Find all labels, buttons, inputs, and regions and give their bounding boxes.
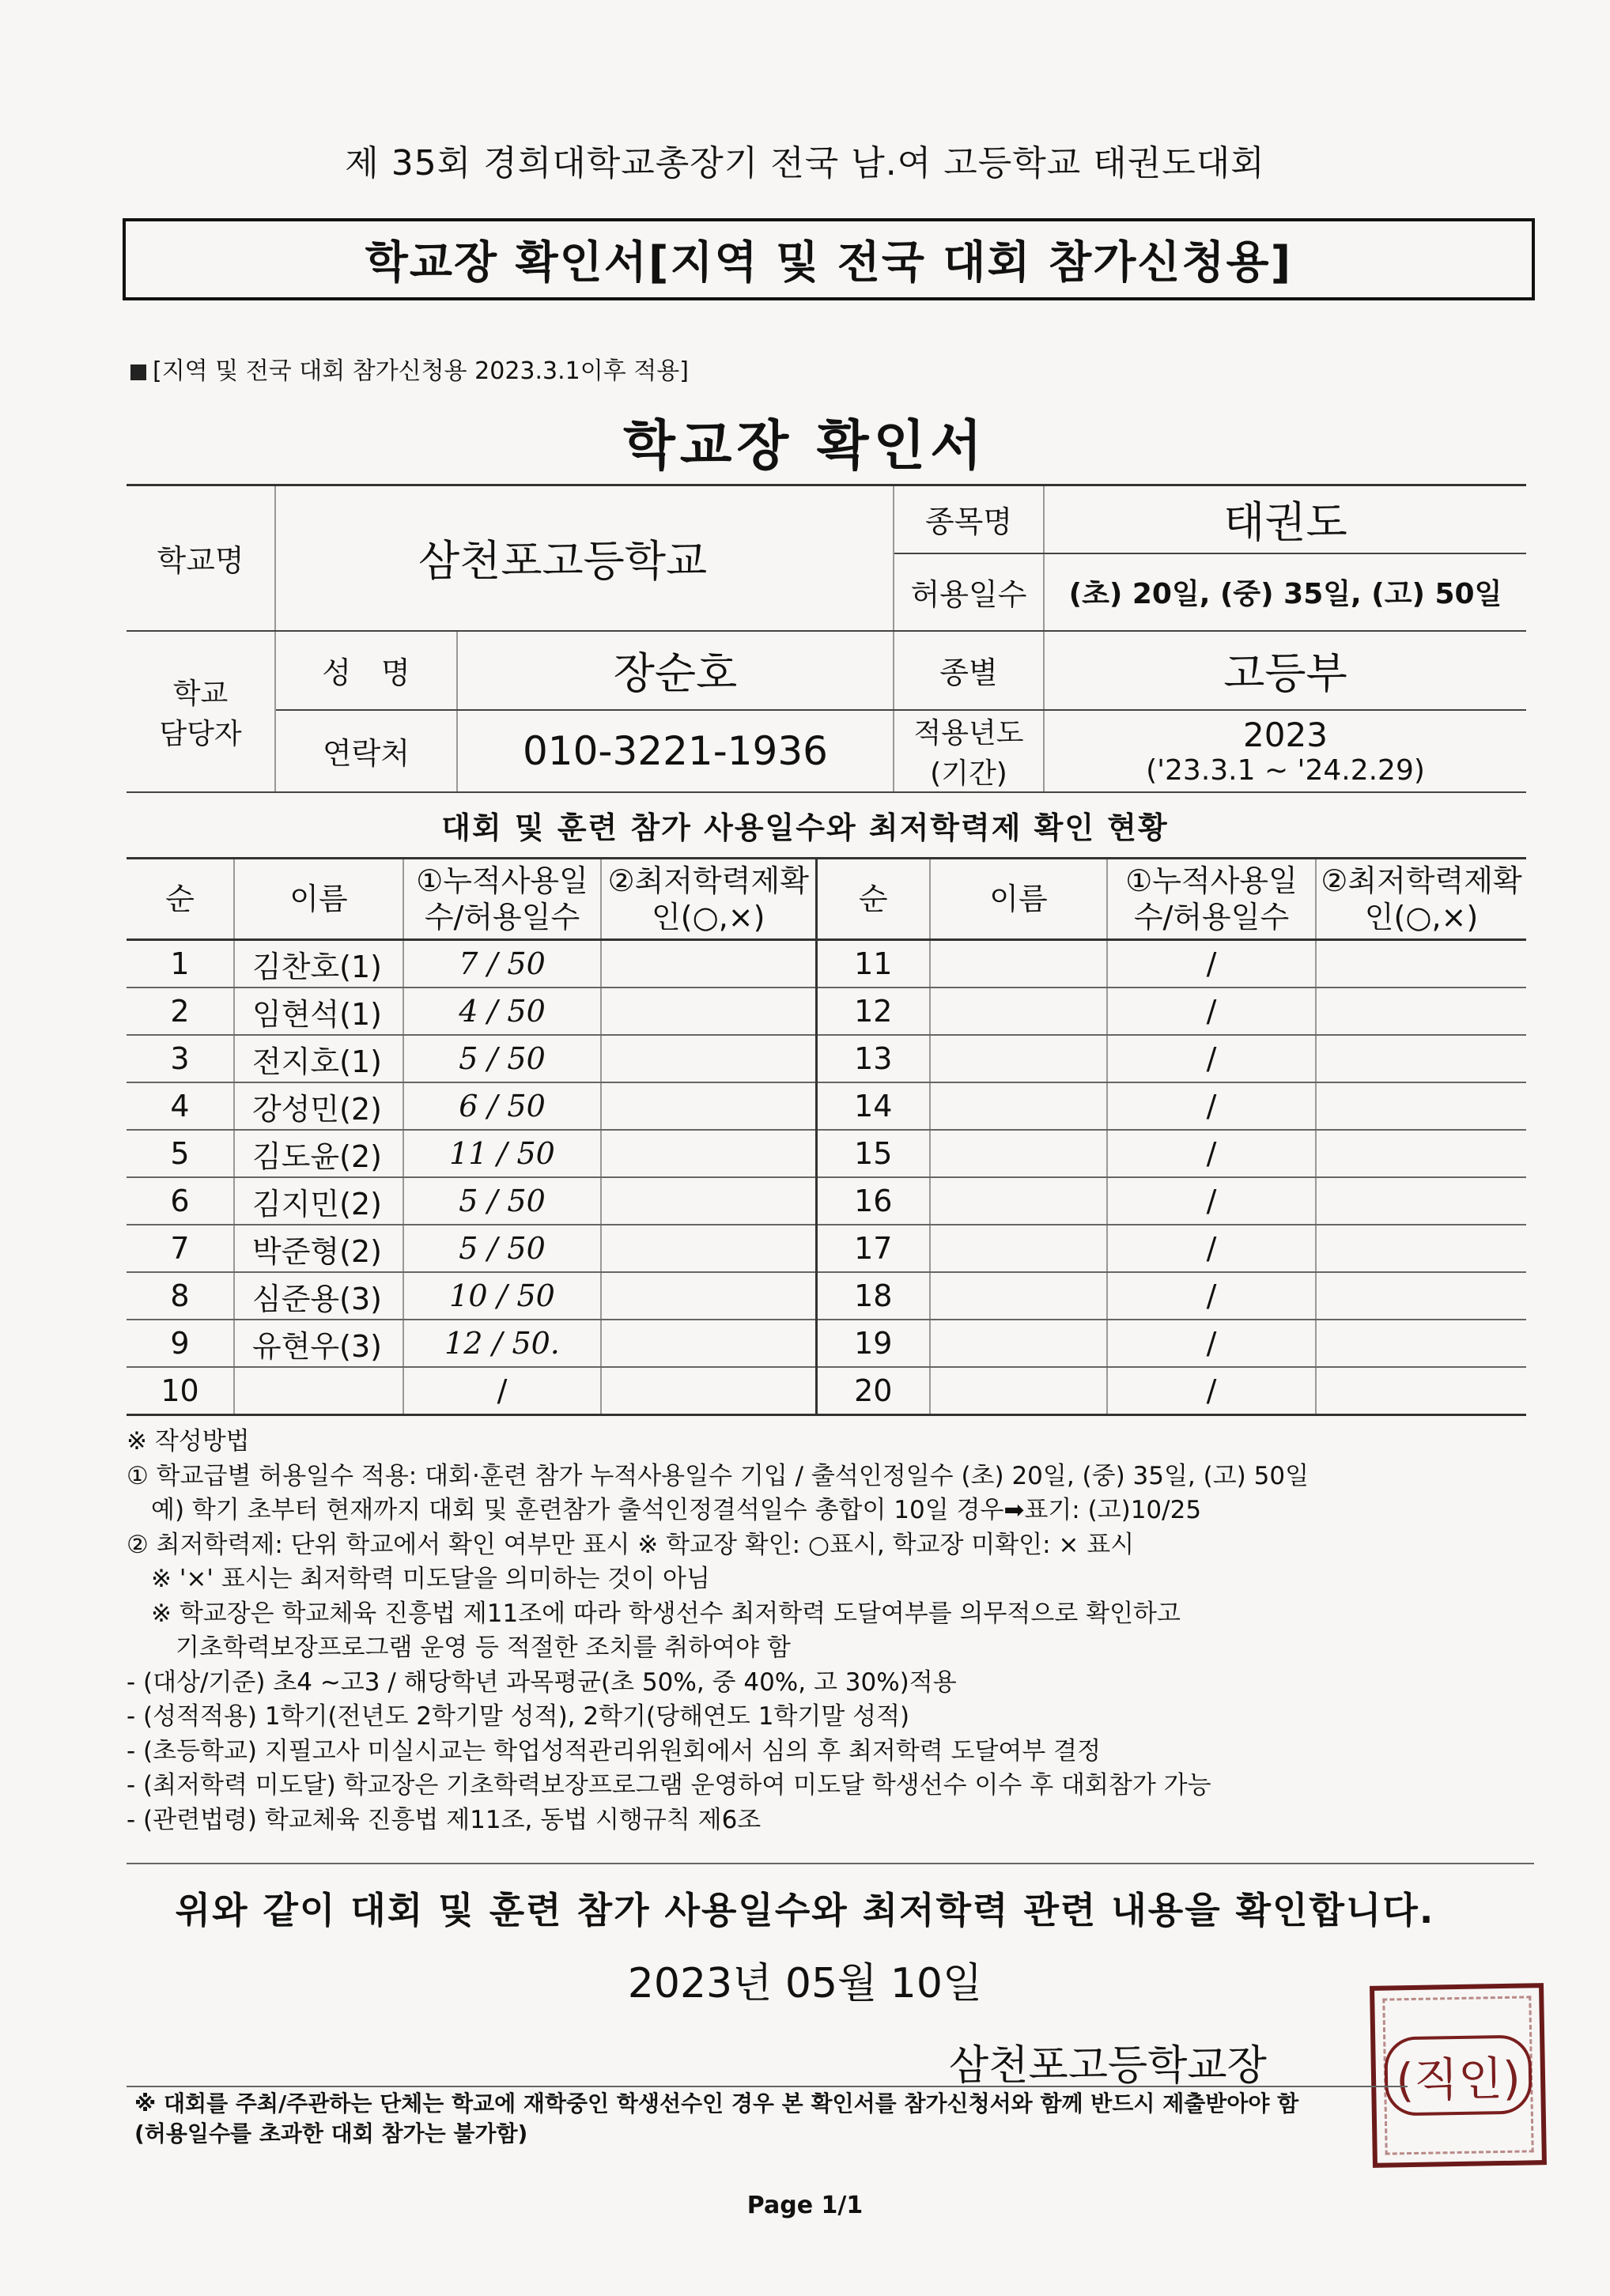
page-number: Page 1/1 bbox=[746, 2192, 864, 2219]
allowed-days-label: 허용일수 bbox=[894, 553, 1044, 631]
seal-label: (직인) bbox=[1384, 2034, 1532, 2116]
school-label: 학교명 bbox=[127, 485, 275, 631]
year-label: 적용년도 (기간) bbox=[894, 710, 1044, 792]
school-name: 삼천포고등학교 bbox=[275, 485, 894, 631]
table-row: 3 전지호(1) 5 / 50 13 / bbox=[127, 1035, 1526, 1082]
divider bbox=[127, 2086, 1408, 2087]
header-days-right: ①누적사용일수/허용일수 bbox=[1107, 859, 1316, 940]
table-row: 2 임현석(1) 4 / 50 12 / bbox=[127, 988, 1526, 1035]
table-row: 8 심준용(3) 10 / 50 18 / bbox=[127, 1272, 1526, 1320]
table-row: 4 강성민(2) 6 / 50 14 / bbox=[127, 1082, 1526, 1130]
usage-status-table bbox=[127, 857, 1526, 1416]
manager-name: 장순호 bbox=[457, 631, 894, 710]
table-row: 5 김도윤(2) 11 / 50 15 / bbox=[127, 1130, 1526, 1177]
event-title: 제 35회 경희대학교총장기 전국 남.여 고등학교 태권도대회 bbox=[345, 143, 1265, 183]
confirmation-statement: 위와 같이 대회 및 훈련 참가 사용일수와 최저학력 관련 내용을 확인합니다. bbox=[175, 1889, 1435, 1932]
header-no-right: 순 bbox=[816, 859, 930, 940]
contact-value: 010-3221-1936 bbox=[457, 710, 894, 792]
divider bbox=[127, 1863, 1534, 1864]
status-title: 대회 및 훈련 참가 사용일수와 최저학력제 확인 현황 bbox=[441, 810, 1169, 845]
division-label: 종별 bbox=[894, 631, 1044, 710]
principal-signature-line: 삼천포고등학교장 bbox=[949, 2042, 1267, 2090]
header-name-left: 이름 bbox=[234, 859, 403, 940]
division-value: 고등부 bbox=[1044, 631, 1526, 710]
header-days-left: ①누적사용일수/허용일수 bbox=[403, 859, 601, 940]
apply-note-text: [지역 및 전국 대회 참가신청용 2023.3.1이후 적용] bbox=[153, 357, 689, 385]
school-info-table bbox=[127, 484, 1526, 793]
writing-instructions: ※ 작성방법 ① 학교급별 허용일수 적용: 대회·훈련 참가 누적사용일수 기입 / 출석인정일수 (초) 20일, (중) 35일, (고) 50일 예) 학기 초부터 현재까지 대회 및 훈련참가 출석인정결석일수 총합이 10일 경우➡표기: (고)10/25 ② 최저학력제: 단위 학교에서 확인 여부만 표시 ※ 학교장 확인: ○표시, 학교장 미확인: × 표시 ※ '×' 표시는 최저학력 미도달을 의미하는 것이 아님 ※ 학교장은 학교체육 진흥법 제11조에 따라 학생선수 최저학력 도달여부를 의무적으로 확인하고 기초학력보장프로그램 운영 등 적절한 조치를 취하여야 함 - (대상/기준) 초4 ~고3 / 해당학년 과목평균(초 50%, 중 40%, 고 30%)적용 - (성적적용) 1학기(전년도 2학기말 성적), 2학기(당해연도 1학기말 성적) - (초등학교) 지필고사 미실시교는 학업성적관리위원회에서 심의 후 최저학력 도달여부 결정 - (최저학력 미도달) 학교장은 기초학력보장프로그램 운영하여 미도달 학생선수 이수 후 대회참가 가능 - (관련법령) 학교체육 진흥법 제11조, 동법 시행규칙 제6조 bbox=[127, 1427, 1310, 1834]
header-no-left: 순 bbox=[127, 859, 234, 940]
header-name-right: 이름 bbox=[930, 859, 1107, 940]
table-row: 1 김찬호(1) 7 / 50 11 / bbox=[127, 940, 1526, 988]
square-bullet-icon bbox=[130, 364, 146, 380]
sport-label: 종목명 bbox=[894, 485, 1044, 553]
table-row: 10 / 20 / bbox=[127, 1367, 1526, 1415]
table-row: 6 김지민(2) 5 / 50 16 / bbox=[127, 1177, 1526, 1225]
manager-name-label: 성 명 bbox=[275, 631, 457, 710]
manager-label: 학교 담당자 bbox=[127, 631, 275, 792]
footer-note: ※ 대회를 주최/주관하는 단체는 학교에 재학중인 학생선수인 경우 본 확인서를 참가신청서와 함께 반드시 제출받아야 함 (허용일수를 초과한 대회 참가는 불가함) bbox=[134, 2090, 1299, 2147]
issue-date: 2023년 05월 10일 bbox=[627, 1960, 983, 2007]
year-value: 2023 ('23.3.1 ~ '24.2.29) bbox=[1044, 710, 1526, 792]
table-row: 7 박준형(2) 5 / 50 17 / bbox=[127, 1225, 1526, 1272]
contact-label: 연락처 bbox=[275, 710, 457, 792]
allowed-days-value: (초) 20일, (중) 35일, (고) 50일 bbox=[1044, 553, 1526, 631]
header-check-right: ②최저학력제확인(○,×) bbox=[1316, 859, 1526, 940]
document-title: 학교장 확인서 bbox=[623, 415, 987, 478]
apply-note bbox=[130, 351, 689, 386]
header-check-left: ②최저학력제확인(○,×) bbox=[601, 859, 816, 940]
table-row: 9 유현우(3) 12 / 50. 19 / bbox=[127, 1320, 1526, 1367]
sport-value: 태권도 bbox=[1044, 485, 1526, 553]
form-title: 학교장 확인서[지역 및 전국 대회 참가신청용] bbox=[123, 218, 1535, 300]
